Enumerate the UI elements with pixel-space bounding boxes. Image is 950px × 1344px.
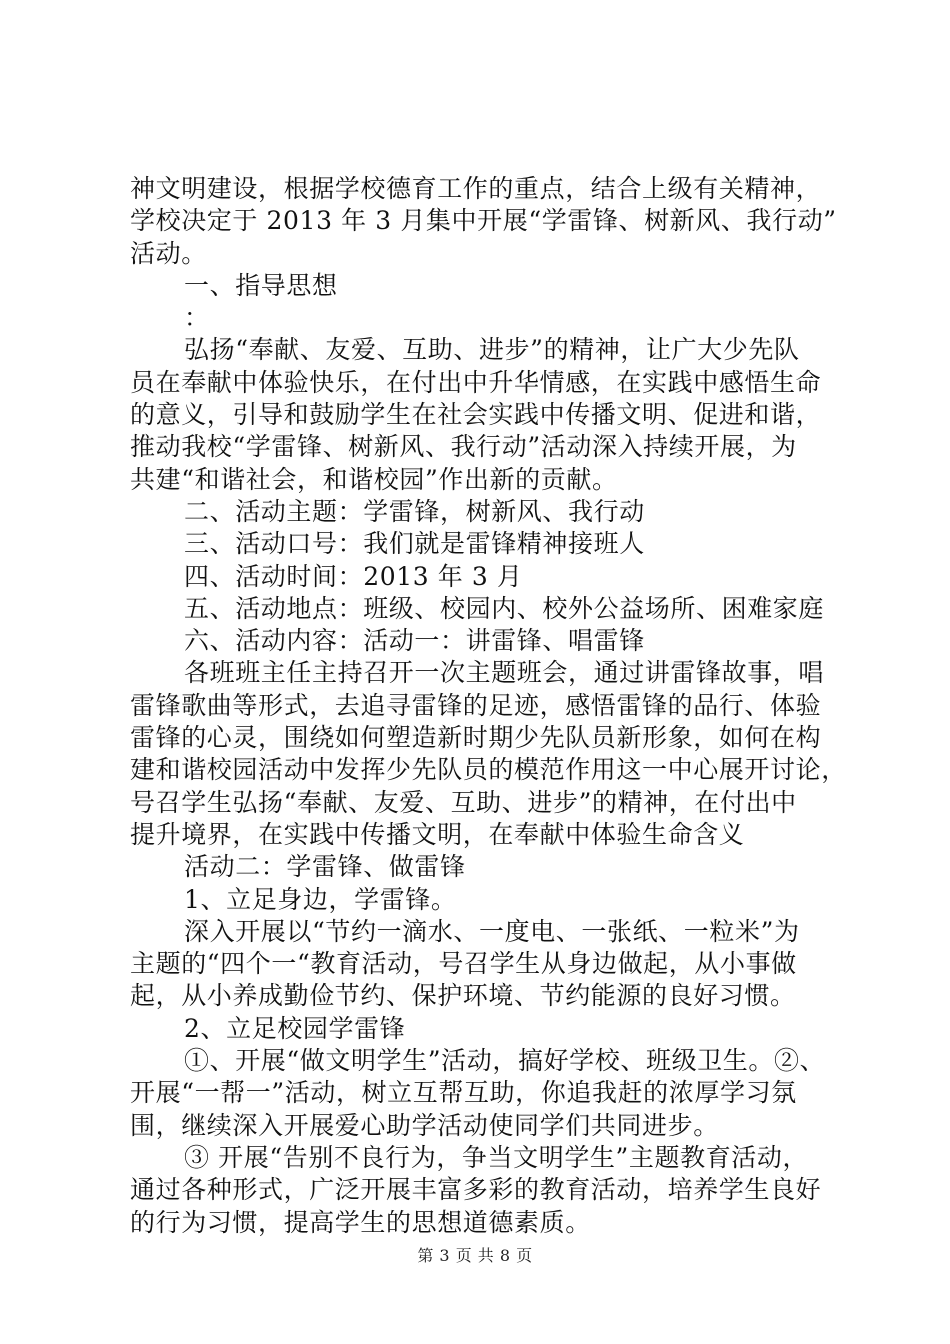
text-line: 活动二：学雷锋、做雷锋 — [184, 852, 466, 882]
text-line: 2、立足校园学雷锋 — [184, 1013, 406, 1043]
text-line: 四、活动时间：2013 年 3 月 — [184, 561, 523, 591]
text-line: 围，继续深入开展爱心助学活动使同学们共同进步。 — [130, 1110, 719, 1140]
text-line: 建和谐校园活动中发挥少先队员的模范作用这一中心展开讨论， — [130, 755, 847, 785]
text-line: 二、活动主题：学雷锋，树新风、我行动 — [184, 496, 645, 526]
page-number-footer: 第 3 页 共 8 页 — [417, 1246, 533, 1265]
text-line: 的意义，引导和鼓励学生在社会实践中传播文明、促进和谐， — [130, 400, 822, 430]
text-line: 的行为习惯，提高学生的思想道德素质。 — [130, 1207, 591, 1237]
text-line: 神文明建设，根据学校德育工作的重点，结合上级有关精神， — [130, 174, 822, 203]
document-body — [130, 173, 847, 1239]
text-line: 开展“一帮一”活动，树立互帮互助，你追我赶的浓厚学习氛 — [130, 1078, 797, 1108]
text-line: 共建“和谐社会，和谐校园”作出新的贡献。 — [130, 464, 618, 494]
text-line: 1、立足身边，学雷锋。 — [184, 884, 457, 914]
text-line: 提升境界，在实践中传播文明，在奉献中体验生命含义 — [130, 819, 745, 849]
text-line: 通过各种形式，广泛开展丰富多彩的教育活动，培养学生良好 — [130, 1175, 822, 1205]
text-line: 主题的“四个一“教育活动，号召学生从身边做起，从小事做 — [130, 949, 797, 979]
text-line: 起，从小养成勤俭节约、保护环境、节约能源的良好习惯。 — [130, 981, 796, 1011]
text-line: 六、活动内容：活动一：讲雷锋、唱雷锋 — [184, 626, 645, 656]
text-line: 员在奉献中体验快乐，在付出中升华情感，在实践中感悟生命 — [130, 367, 822, 397]
text-line: ： — [184, 303, 210, 333]
text-line: ③ 开展“告别不良行为，争当文明学生”主题教育活动， — [184, 1142, 809, 1172]
text-line: 三、活动口号：我们就是雷锋精神接班人 — [184, 529, 645, 559]
text-line: 活动。 — [130, 238, 207, 268]
text-line: 学校决定于 2013 年 3 月集中开展“学雷锋、树新风、我行动” — [130, 206, 837, 236]
text-line: ①、开展“做文明学生”活动，搞好学校、班级卫生。②、 — [184, 1046, 826, 1076]
text-line: 号召学生弘扬“奉献、友爱、互助、进步”的精神，在付出中 — [130, 787, 797, 817]
text-line: 深入开展以“节约一滴水、一度电、一张纸、一粒米”为 — [184, 916, 800, 946]
text-line: 一、指导思想 — [184, 270, 338, 300]
text-line: 各班班主任主持召开一次主题班会，通过讲雷锋故事，唱 — [184, 658, 825, 688]
text-line: 五、活动地点：班级、校园内、校外公益场所、困难家庭 — [184, 593, 825, 623]
text-line: 雷锋歌曲等形式，去追寻雷锋的足迹，感悟雷锋的品行、体验 — [130, 690, 822, 720]
text-line: 弘扬“奉献、友爱、互助、进步”的精神，让广大少先队 — [184, 335, 800, 365]
text-line: 推动我校“学雷锋、树新风、我行动”活动深入持续开展，为 — [130, 432, 797, 462]
text-line: 雷锋的心灵，围绕如何塑造新时期少先队员新形象，如何在构 — [130, 723, 822, 753]
